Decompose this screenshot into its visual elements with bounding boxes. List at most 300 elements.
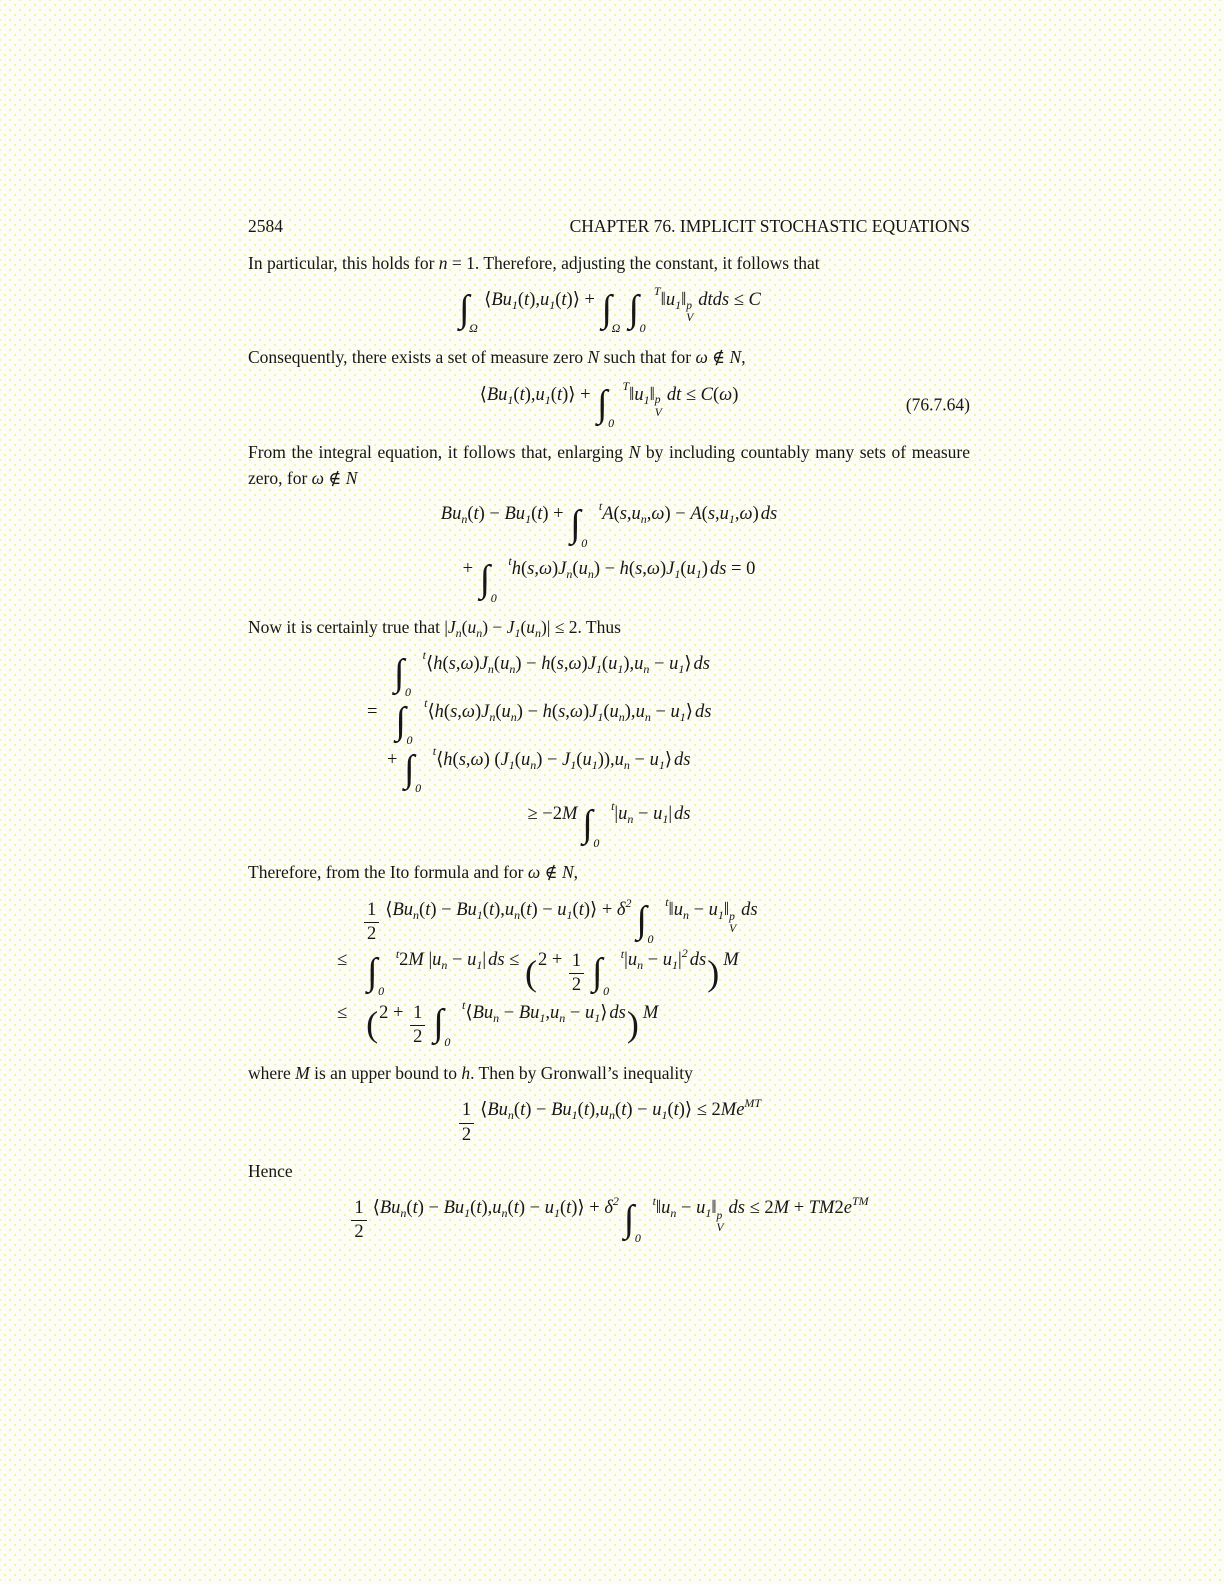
- math-variable: t: [673, 1100, 679, 1121]
- integral-glyph: ∫: [582, 803, 593, 846]
- math-text: −: [676, 1198, 697, 1219]
- math-text: |: [668, 804, 673, 825]
- fraction: [569, 951, 584, 997]
- display-equation-h-Jn-J1: [248, 554, 970, 605]
- math-text: (: [601, 654, 609, 675]
- math-subscript: 1: [728, 512, 735, 526]
- math-text: ): [701, 559, 708, 579]
- math-subscript: n: [455, 626, 462, 640]
- math-variable: ω: [311, 467, 325, 488]
- equation-line: [337, 946, 739, 998]
- math-variable: u: [557, 899, 567, 920]
- math-variable: t: [520, 1100, 526, 1121]
- math-subscript: 1: [597, 710, 604, 725]
- math-text: ) (: [483, 750, 501, 771]
- math-text: ,: [545, 1002, 550, 1023]
- integral-lower-limit: 0: [603, 983, 610, 998]
- integral-glyph: ∫: [395, 700, 406, 743]
- math-subscript: 1: [525, 512, 532, 526]
- big-parenthesis: (: [524, 952, 537, 993]
- math-variable: u: [504, 899, 515, 920]
- math-variable: ω: [461, 702, 475, 723]
- math-text: ≤: [681, 384, 701, 405]
- math-superscript: p: [654, 394, 661, 407]
- math-text: +: [462, 559, 478, 579]
- math-variable: dt: [666, 384, 682, 405]
- integral-sign: [627, 284, 661, 336]
- math-text: In particular, this holds for: [248, 253, 439, 273]
- math-variable: s: [556, 654, 564, 675]
- math-text: by including countably many sets of measure zero, for: [248, 441, 971, 488]
- math-text: ),: [529, 290, 540, 311]
- math-text: ): [552, 559, 559, 579]
- math-text: ‖: [649, 384, 655, 405]
- integral-sign: [402, 744, 437, 796]
- math-text: (: [520, 617, 527, 637]
- fraction-numerator: 1: [351, 1198, 366, 1221]
- math-text: (: [461, 617, 468, 637]
- integral-upper-limit: T: [622, 378, 630, 393]
- math-subscript: 1: [672, 958, 679, 973]
- fraction: [364, 900, 379, 946]
- math-text: (: [406, 1198, 413, 1219]
- math-variable: t: [513, 1198, 519, 1219]
- math-variable: h: [443, 750, 453, 771]
- math-text: (: [603, 702, 610, 723]
- math-text: −: [688, 899, 709, 920]
- math-text: Hence: [248, 1160, 293, 1181]
- math-subscript: 1: [679, 710, 686, 725]
- math-text: ) −: [531, 899, 558, 920]
- math-variable: M: [773, 1198, 790, 1219]
- math-variable: M: [561, 804, 578, 825]
- math-text: −: [447, 950, 468, 971]
- math-variable: J: [589, 702, 598, 723]
- math-text: (: [551, 702, 559, 723]
- math-variable: δ: [616, 899, 626, 920]
- math-text: )⟩ +: [566, 290, 600, 311]
- math-subscript: 1: [595, 662, 602, 677]
- math-subscript: 1: [544, 392, 551, 407]
- math-text: Therefore, from the Ito formula and for: [248, 862, 528, 883]
- math-text: ‖: [723, 899, 730, 920]
- math-text: (: [572, 559, 579, 579]
- math-subscript: 1: [476, 958, 483, 973]
- math-subscript: n: [623, 758, 630, 773]
- math-text: ,: [563, 654, 569, 675]
- math-variable: Bu: [443, 1198, 465, 1219]
- equation-line: [367, 696, 712, 748]
- integral-upper-limit: t: [462, 998, 466, 1013]
- math-superscript: 2: [625, 895, 632, 910]
- math-variable: u: [432, 950, 442, 971]
- math-text: |: [482, 950, 487, 971]
- math-subscript: 1: [678, 662, 685, 677]
- integral-glyph: ∫: [636, 899, 647, 942]
- math-variable: Bu: [551, 1100, 572, 1121]
- math-variable: Bu: [486, 384, 508, 405]
- aligned-row-3: [248, 744, 970, 796]
- math-text: )),: [597, 750, 615, 771]
- math-subscript: n: [489, 710, 496, 725]
- integral-sign: [365, 946, 400, 998]
- math-variable: Bu: [456, 899, 477, 920]
- math-subscript: 1: [695, 567, 702, 581]
- math-text: (: [442, 654, 449, 675]
- math-subscript: n: [501, 1206, 508, 1221]
- math-text: ): [473, 654, 480, 675]
- integral-sign: [478, 554, 512, 605]
- math-text: such that for: [599, 347, 696, 368]
- math-text: (: [495, 702, 502, 723]
- math-text: 2 +: [537, 950, 567, 971]
- math-text: ,: [573, 862, 579, 883]
- math-text: ⟨: [385, 899, 393, 920]
- math-text: (: [514, 750, 521, 771]
- integral-upper-limit: t: [611, 799, 615, 814]
- math-variable: M: [295, 1063, 310, 1084]
- math-variable: u: [719, 504, 729, 524]
- integral-upper-limit: t: [598, 499, 603, 513]
- math-text: (: [482, 899, 489, 920]
- math-variable: h: [461, 1063, 471, 1084]
- math-variable: u: [500, 654, 510, 675]
- paragraph-consequently: [248, 344, 970, 370]
- math-subscript: n: [510, 710, 517, 725]
- math-subscript: 1: [617, 662, 624, 677]
- math-variable: ds: [709, 559, 727, 579]
- equation-line: [457, 284, 761, 336]
- math-text: (: [419, 899, 426, 920]
- integral-glyph: ∫: [570, 503, 581, 546]
- math-subscript: n: [637, 958, 644, 973]
- math-sub-sup-stack: [717, 1210, 724, 1234]
- aligned-row-2: [248, 696, 970, 748]
- math-text: ∉: [540, 862, 562, 883]
- math-variable: t: [561, 290, 567, 311]
- math-text: where: [248, 1063, 296, 1084]
- math-text: Consequently, there exists a set of measure zero: [248, 347, 588, 368]
- math-variable: u: [501, 702, 511, 723]
- equation-line: [479, 378, 739, 430]
- paragraph-now-certainly-true: [248, 614, 970, 640]
- fraction: [410, 1003, 425, 1049]
- math-variable: s: [619, 504, 627, 524]
- math-variable: Bu: [392, 899, 414, 920]
- math-subscript: V: [729, 923, 737, 936]
- math-variable: h: [542, 702, 552, 723]
- math-superscript: 2: [681, 946, 688, 961]
- math-text: )⟩ +: [562, 384, 596, 405]
- math-variable: u: [526, 617, 536, 637]
- math-subscript: 1: [539, 1010, 546, 1025]
- display-equation-Bun-minus-Bu1: [248, 499, 970, 550]
- integral-sign: [568, 499, 603, 550]
- equation-line: [349, 1193, 869, 1245]
- math-text: ,: [715, 504, 720, 524]
- ito-aligned-row-1: [248, 895, 970, 947]
- math-text: ∉: [707, 347, 730, 368]
- math-text: ≥ −2: [527, 804, 562, 825]
- math-superscript: MT: [744, 1096, 762, 1111]
- math-text: ≤ 2: [745, 1198, 774, 1219]
- math-text: ,: [626, 504, 632, 524]
- math-subscript: 1: [476, 907, 483, 922]
- integral-lower-limit: 0: [608, 415, 615, 430]
- math-text: ‖: [629, 384, 635, 405]
- math-variable: u: [649, 750, 659, 771]
- integral-lower-limit: 0: [406, 733, 413, 748]
- math-variable: J: [666, 559, 675, 579]
- math-variable: u: [669, 654, 679, 675]
- math-text: ,: [455, 654, 461, 675]
- math-subscript: V: [716, 1221, 724, 1234]
- math-text: is an upper bound to: [309, 1063, 462, 1084]
- book-page: [248, 0, 970, 1243]
- math-text: |: [678, 950, 682, 971]
- math-variable: Bu: [491, 290, 512, 311]
- math-text: ),: [494, 899, 505, 920]
- integral-lower-limit: 0: [634, 1230, 641, 1245]
- math-subscript: 1: [571, 1108, 578, 1123]
- math-text: ⟨: [465, 1002, 473, 1023]
- math-text: ,: [457, 702, 462, 723]
- math-text: −: [565, 1002, 585, 1023]
- math-variable: s: [635, 559, 643, 579]
- math-variable: M: [723, 950, 739, 971]
- math-variable: h: [619, 559, 629, 579]
- math-subscript: 1: [553, 1206, 560, 1221]
- fraction-denominator: 2: [461, 1124, 472, 1145]
- math-variable: ds: [689, 950, 707, 971]
- math-variable: u: [618, 804, 628, 825]
- math-text: ⟩: [600, 1002, 608, 1023]
- math-variable: t: [621, 1100, 627, 1121]
- display-equation-76-7-64: [248, 378, 970, 430]
- math-variable: ω: [695, 347, 708, 368]
- paragraph-in-particular: [248, 250, 970, 276]
- math-variable: s: [558, 702, 566, 723]
- math-variable: u: [686, 559, 696, 579]
- integral-upper-limit: T: [653, 284, 661, 299]
- math-text: ⟩: [664, 750, 673, 771]
- math-text: . Then by Gronwall’s inequality: [470, 1063, 693, 1084]
- math-variable: t: [488, 899, 495, 920]
- integral-sign: [457, 288, 484, 336]
- math-variable: t: [556, 384, 563, 405]
- ito-aligned-row-3: [248, 998, 970, 1050]
- integral-sign: [590, 946, 625, 998]
- math-text: ≤: [337, 1002, 348, 1023]
- integral-lower-limit: 0: [378, 983, 385, 998]
- paragraph-therefore-ito: [248, 859, 970, 885]
- math-text: (: [513, 1100, 521, 1121]
- math-variable: Bu: [440, 504, 462, 524]
- integral-lower-limit: 0: [639, 321, 646, 336]
- math-sub-sup-stack: [655, 394, 662, 418]
- math-variable: t: [526, 899, 532, 920]
- display-equation-final: [248, 1193, 970, 1245]
- integral-glyph: ∫: [479, 558, 491, 601]
- equation-number: (76.7.64): [905, 394, 970, 414]
- math-variable: ω: [719, 384, 733, 405]
- math-variable: u: [634, 384, 644, 405]
- document-body: [248, 250, 970, 1243]
- math-text: ⟨: [372, 1198, 380, 1219]
- math-variable: ds: [609, 1002, 626, 1023]
- math-text: Now it is certainly true that |: [248, 617, 448, 637]
- fraction-denominator: 2: [413, 1026, 423, 1047]
- fraction: [459, 1100, 474, 1146]
- math-variable: u: [661, 1198, 671, 1219]
- math-text: )⟩ +: [571, 1198, 605, 1219]
- math-text: ),: [624, 702, 636, 723]
- math-text: (: [520, 899, 527, 920]
- math-subscript: 1: [675, 298, 682, 313]
- math-variable: u: [520, 750, 531, 771]
- math-variable: J: [506, 617, 515, 637]
- aligned-row-1: [248, 648, 970, 700]
- math-variable: t: [583, 1100, 589, 1121]
- integral-glyph: ∫: [367, 951, 378, 994]
- math-variable: ω: [538, 559, 552, 579]
- integral-sign: [580, 799, 615, 851]
- math-text: )⟩ +: [583, 899, 617, 920]
- math-sub-sup-stack: [729, 911, 736, 935]
- math-subscript: n: [627, 812, 634, 827]
- math-variable: s: [448, 654, 456, 675]
- page-header: [248, 216, 970, 237]
- display-equation-energy-bound: [248, 284, 970, 336]
- math-text: (: [470, 1198, 477, 1219]
- math-text: ⟨: [436, 750, 444, 771]
- math-variable: ω: [470, 750, 484, 771]
- math-text: ⟨: [480, 1100, 488, 1121]
- math-variable: u: [662, 950, 673, 971]
- integral-glyph: ∫: [433, 1002, 444, 1045]
- math-text: (: [550, 384, 557, 405]
- fraction-denominator: 2: [367, 923, 377, 944]
- math-variable: A: [602, 504, 614, 524]
- math-text: ‖: [655, 1198, 662, 1219]
- math-text: ≤: [729, 290, 749, 311]
- equation-line: [362, 895, 758, 947]
- math-variable: t: [537, 504, 543, 524]
- math-variable: s: [450, 702, 458, 723]
- math-variable: s: [707, 504, 716, 524]
- fraction-numerator: 1: [459, 1100, 474, 1123]
- integral-glyph: ∫: [601, 288, 613, 331]
- math-text: )| ≤ 2. Thus: [541, 617, 621, 637]
- math-subscript: n: [509, 662, 516, 677]
- math-subscript: n: [487, 662, 494, 677]
- math-text: |: [423, 950, 433, 971]
- integral-upper-limit: t: [665, 895, 669, 910]
- math-variable: ω: [527, 862, 541, 883]
- math-variable: M: [408, 950, 424, 971]
- math-text: −: [633, 804, 654, 825]
- math-subscript: n: [644, 710, 651, 725]
- integral-glyph: ∫: [592, 951, 603, 994]
- math-subscript: 1: [508, 758, 515, 773]
- math-subscript: 1: [594, 1010, 601, 1025]
- math-variable: dtds: [698, 290, 730, 311]
- math-text: ,: [642, 559, 647, 579]
- math-variable: h: [511, 559, 521, 579]
- math-text: ‖: [668, 899, 674, 920]
- integral-upper-limit: t: [422, 648, 426, 663]
- math-variable: u: [673, 899, 683, 920]
- math-text: (: [559, 1198, 567, 1219]
- math-text: From the integral equation, it follows that, enlarging: [248, 441, 629, 462]
- math-text: ),: [481, 1198, 493, 1219]
- big-parenthesis: (: [366, 1004, 379, 1045]
- math-text: (: [680, 559, 687, 579]
- math-subscript: n: [461, 512, 468, 526]
- math-text: ⟨: [426, 654, 434, 675]
- math-text: (: [667, 1100, 674, 1121]
- math-variable: h: [434, 702, 444, 723]
- math-variable: u: [539, 290, 550, 311]
- math-variable: J: [481, 702, 490, 723]
- integral-lower-limit: 0: [444, 1035, 451, 1050]
- math-variable: u: [599, 1100, 610, 1121]
- math-variable: M: [642, 1002, 659, 1023]
- math-variable: J: [587, 654, 596, 675]
- math-variable: t: [476, 1198, 482, 1219]
- math-variable: ω: [460, 654, 474, 675]
- integral-sign: [600, 288, 627, 336]
- math-variable: t: [519, 384, 525, 405]
- equation-line: [527, 799, 691, 851]
- math-variable: ω: [568, 654, 582, 675]
- math-variable: u: [627, 950, 638, 971]
- math-text: −: [629, 750, 650, 771]
- math-variable: s: [458, 750, 466, 771]
- math-subscript: 1: [643, 392, 650, 407]
- math-variable: N: [628, 441, 641, 462]
- math-text: +: [387, 750, 403, 771]
- math-text: (: [550, 654, 557, 675]
- integral-upper-limit: t: [424, 696, 428, 711]
- math-subscript: n: [441, 958, 448, 973]
- math-text: |: [624, 950, 628, 971]
- math-text: +: [789, 1198, 809, 1219]
- math-variable: ds: [741, 899, 758, 920]
- integral-sign: [393, 696, 428, 748]
- math-text: ‖: [711, 1198, 717, 1219]
- math-text: (: [577, 1100, 584, 1121]
- math-variable: Bu: [379, 1198, 401, 1219]
- math-variable: u: [608, 654, 618, 675]
- math-variable: J: [479, 654, 488, 675]
- math-variable: N: [587, 347, 600, 368]
- math-subscript: 1: [549, 298, 556, 313]
- math-text: ,: [646, 504, 652, 524]
- integral-upper-limit: t: [652, 1193, 656, 1208]
- math-subscript: n: [609, 1108, 616, 1123]
- integral-sign: [431, 998, 466, 1050]
- math-variable: u: [631, 504, 641, 524]
- math-variable: u: [467, 617, 477, 637]
- math-subscript: V: [654, 406, 662, 419]
- fraction: [351, 1198, 366, 1244]
- math-variable: J: [558, 559, 567, 579]
- math-variable: N: [345, 467, 358, 488]
- math-subscript: 1: [570, 758, 577, 773]
- integral-lower-limit: 0: [405, 685, 411, 700]
- equation-line: [337, 998, 659, 1050]
